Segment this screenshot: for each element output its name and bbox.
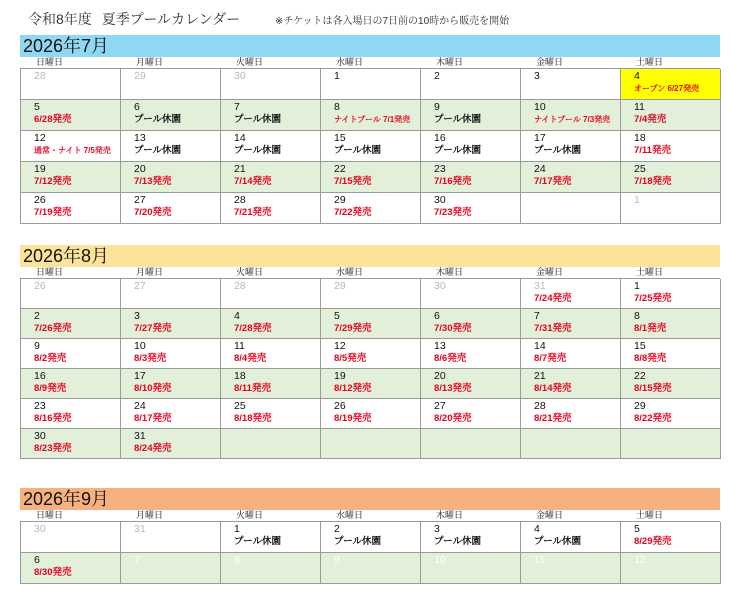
- closed-label: プール休園: [334, 536, 382, 547]
- day-number: 28: [534, 400, 546, 412]
- day-number: 24: [534, 163, 546, 175]
- day-cell: [121, 69, 221, 100]
- day-cell: [621, 131, 721, 162]
- sale-date-label: 7/11発売: [634, 145, 671, 156]
- sale-date-label: 8/30発売: [34, 567, 72, 578]
- day-cell: [621, 553, 721, 584]
- day-number: 27: [134, 280, 146, 292]
- day-number: 14: [534, 340, 546, 352]
- day-number: 10: [434, 554, 446, 566]
- closed-label: プール休園: [434, 536, 482, 547]
- day-cell: [21, 279, 121, 309]
- day-number: 20: [434, 370, 446, 382]
- day-number: 28: [234, 280, 246, 292]
- day-number: 26: [34, 280, 46, 292]
- day-number: 31: [134, 430, 146, 442]
- closed-label: プール休園: [534, 145, 582, 156]
- closed-label: プール休園: [234, 145, 282, 156]
- day-number: 8: [334, 101, 340, 113]
- sale-date-label: オープン 6/27発売: [634, 84, 700, 93]
- day-number: 17: [534, 132, 546, 144]
- day-number: 12: [334, 340, 346, 352]
- day-number: 29: [134, 70, 146, 82]
- weekday-label: 土曜日: [636, 267, 664, 277]
- calendar-grid: [20, 278, 720, 459]
- day-cell: [221, 131, 321, 162]
- page-header: [28, 9, 728, 31]
- day-number: 21: [534, 370, 546, 382]
- closed-label: プール休園: [434, 145, 482, 156]
- sale-date-label: 8/15発売: [634, 383, 672, 394]
- day-cell: [221, 522, 321, 553]
- day-cell: [421, 522, 521, 553]
- day-number: 2: [34, 310, 40, 322]
- month-title: 2026年7月: [20, 35, 720, 57]
- day-cell: [321, 399, 421, 429]
- month-august: [20, 245, 720, 459]
- day-cell: [321, 100, 421, 131]
- fiscal-year-label: 令和8年度: [28, 11, 92, 27]
- day-number: 6: [34, 554, 40, 566]
- day-cell: [21, 369, 121, 399]
- sale-date-label: 8/10発売: [134, 383, 172, 394]
- day-cell: [21, 193, 121, 224]
- day-number: 6: [134, 101, 140, 113]
- day-cell: [621, 309, 721, 339]
- day-number: 18: [634, 132, 646, 144]
- day-cell: [321, 69, 421, 100]
- day-number: 7: [234, 101, 240, 113]
- day-number: 12: [634, 554, 646, 566]
- day-number: 16: [34, 370, 46, 382]
- day-cell: [121, 131, 221, 162]
- day-cell: [621, 193, 721, 224]
- sale-date-label: 7/23発売: [434, 207, 472, 218]
- sale-date-label: 8/14発売: [534, 383, 572, 394]
- day-cell: [221, 339, 321, 369]
- day-number: 18: [234, 370, 246, 382]
- sale-date-label: ナイトプール 7/1発売: [334, 115, 411, 124]
- day-cell: [621, 69, 721, 100]
- day-cell: [221, 399, 321, 429]
- sale-date-label: 7/13発売: [134, 176, 172, 187]
- weekday-label: 月曜日: [136, 510, 164, 520]
- day-cell: [121, 522, 221, 553]
- day-cell: [621, 522, 721, 553]
- day-cell: [521, 522, 621, 553]
- sale-date-label: 7/15発売: [334, 176, 372, 187]
- weekday-label: 土曜日: [636, 510, 664, 520]
- day-cell: [321, 429, 421, 459]
- month-september: [20, 488, 720, 584]
- sale-date-label: 8/12発売: [334, 383, 372, 394]
- day-number: 25: [634, 163, 646, 175]
- day-cell: [121, 553, 221, 584]
- sale-date-label: 7/4発売: [634, 114, 667, 125]
- day-number: 13: [134, 132, 146, 144]
- weekday-label: 金曜日: [536, 267, 564, 277]
- day-number: 15: [334, 132, 346, 144]
- sale-date-label: 7/16発売: [434, 176, 472, 187]
- sale-date-label: 7/28発売: [234, 323, 272, 334]
- sale-date-label: 7/29発売: [334, 323, 372, 334]
- day-cell: [521, 309, 621, 339]
- day-number: 5: [34, 101, 40, 113]
- day-number: 4: [634, 70, 640, 82]
- day-cell: [221, 279, 321, 309]
- day-number: 1: [234, 523, 240, 535]
- calendar-grid: [20, 521, 720, 584]
- month-title: 2026年9月: [20, 488, 720, 510]
- day-cell: [421, 69, 521, 100]
- day-cell: [121, 279, 221, 309]
- day-cell: [421, 429, 521, 459]
- closed-label: プール休園: [234, 114, 282, 125]
- sale-date-label: 8/21発売: [534, 413, 572, 424]
- calendar-grid: [20, 68, 720, 224]
- day-number: 1: [334, 70, 340, 82]
- day-number: 7: [134, 554, 140, 566]
- day-cell: [121, 193, 221, 224]
- sale-date-label: 7/26発売: [34, 323, 72, 334]
- day-cell: [321, 162, 421, 193]
- day-cell: [321, 309, 421, 339]
- weekday-label: 木曜日: [436, 510, 464, 520]
- day-number: 20: [134, 163, 146, 175]
- day-number: 15: [634, 340, 646, 352]
- sale-date-label: 7/22発売: [334, 207, 372, 218]
- day-number: 23: [434, 163, 446, 175]
- day-cell: [521, 69, 621, 100]
- closed-label: プール休園: [234, 536, 282, 547]
- day-cell: [321, 279, 421, 309]
- day-cell: [421, 309, 521, 339]
- weekday-label: 土曜日: [636, 57, 664, 67]
- day-cell: [621, 369, 721, 399]
- day-cell: [321, 193, 421, 224]
- day-number: 14: [234, 132, 246, 144]
- day-cell: [221, 429, 321, 459]
- day-cell: [221, 69, 321, 100]
- day-number: 29: [334, 194, 346, 206]
- day-cell: [21, 553, 121, 584]
- day-number: 30: [34, 430, 46, 442]
- sale-date-label: 7/25発売: [634, 293, 672, 304]
- day-cell: [221, 193, 321, 224]
- day-number: 27: [134, 194, 146, 206]
- day-number: 6: [434, 310, 440, 322]
- day-number: 17: [134, 370, 146, 382]
- sale-date-label: 8/2発売: [34, 353, 67, 364]
- day-cell: [21, 522, 121, 553]
- sale-date-label: 8/18発売: [234, 413, 272, 424]
- day-number: 13: [434, 340, 446, 352]
- day-cell: [521, 399, 621, 429]
- day-cell: [121, 399, 221, 429]
- sale-date-label: 8/1発売: [634, 323, 667, 334]
- weekday-label: 日曜日: [36, 57, 64, 67]
- day-cell: [21, 69, 121, 100]
- day-number: 19: [34, 163, 46, 175]
- day-number: 24: [134, 400, 146, 412]
- day-number: 23: [34, 400, 46, 412]
- day-cell: [521, 369, 621, 399]
- day-number: 22: [334, 163, 346, 175]
- day-cell: [121, 369, 221, 399]
- day-cell: [421, 100, 521, 131]
- sale-date-label: ナイトプール 7/3発売: [534, 115, 611, 124]
- day-cell: [621, 279, 721, 309]
- sale-date-label: 8/4発売: [234, 353, 267, 364]
- weekday-label: 火曜日: [236, 57, 264, 67]
- day-cell: [321, 339, 421, 369]
- day-cell: [621, 399, 721, 429]
- day-number: 9: [334, 554, 340, 566]
- weekday-label: 水曜日: [336, 510, 364, 520]
- day-cell: [421, 553, 521, 584]
- day-cell: [621, 429, 721, 459]
- sale-date-label: 7/31発売: [534, 323, 572, 334]
- day-number: 3: [534, 70, 540, 82]
- day-cell: [321, 522, 421, 553]
- day-number: 30: [234, 70, 246, 82]
- day-number: 1: [634, 194, 640, 206]
- weekday-label: 水曜日: [336, 57, 364, 67]
- day-number: 8: [634, 310, 640, 322]
- month-july: [20, 35, 720, 224]
- day-cell: [21, 399, 121, 429]
- day-number: 30: [434, 194, 446, 206]
- day-cell: [221, 162, 321, 193]
- day-cell: [521, 553, 621, 584]
- day-number: 30: [434, 280, 446, 292]
- day-number: 31: [534, 280, 546, 292]
- day-number: 28: [34, 70, 46, 82]
- weekday-label: 金曜日: [536, 510, 564, 520]
- sale-date-label: 7/17発売: [534, 176, 572, 187]
- month-title: 2026年8月: [20, 245, 720, 267]
- sale-date-label: 8/9発売: [34, 383, 67, 394]
- day-cell: [121, 162, 221, 193]
- weekday-label: 火曜日: [236, 267, 264, 277]
- sale-date-label: 8/8発売: [634, 353, 667, 364]
- day-cell: [421, 193, 521, 224]
- day-cell: [521, 429, 621, 459]
- sale-date-label: 8/13発売: [434, 383, 472, 394]
- day-number: 16: [434, 132, 446, 144]
- closed-label: プール休園: [134, 114, 182, 125]
- sale-date-label: 7/24発売: [534, 293, 572, 304]
- day-cell: [521, 193, 621, 224]
- sale-date-label: 7/20発売: [134, 207, 172, 218]
- day-cell: [121, 339, 221, 369]
- sale-date-label: 7/14発売: [234, 176, 272, 187]
- day-cell: [621, 100, 721, 131]
- day-cell: [421, 279, 521, 309]
- day-cell: [221, 100, 321, 131]
- day-number: 4: [234, 310, 240, 322]
- closed-label: プール休園: [134, 145, 182, 156]
- day-cell: [21, 131, 121, 162]
- day-number: 11: [634, 101, 645, 113]
- sale-date-label: 8/23発売: [34, 443, 72, 454]
- weekday-header: [20, 57, 720, 68]
- day-cell: [621, 339, 721, 369]
- day-cell: [521, 100, 621, 131]
- day-number: 5: [634, 523, 640, 535]
- closed-label: プール休園: [334, 145, 382, 156]
- day-number: 2: [334, 523, 340, 535]
- weekday-label: 月曜日: [136, 267, 164, 277]
- day-cell: [421, 162, 521, 193]
- day-number: 9: [34, 340, 40, 352]
- day-cell: [21, 309, 121, 339]
- sale-date-label: 8/29発売: [634, 536, 672, 547]
- day-number: 9: [434, 101, 440, 113]
- weekday-label: 日曜日: [36, 510, 64, 520]
- day-number: 22: [634, 370, 646, 382]
- day-number: 1: [634, 280, 640, 292]
- day-cell: [421, 399, 521, 429]
- day-cell: [521, 131, 621, 162]
- day-cell: [421, 339, 521, 369]
- weekday-label: 水曜日: [336, 267, 364, 277]
- weekday-label: 月曜日: [136, 57, 164, 67]
- day-number: 30: [34, 523, 46, 535]
- day-cell: [121, 309, 221, 339]
- day-cell: [621, 162, 721, 193]
- day-number: 10: [534, 101, 546, 113]
- day-number: 21: [234, 163, 246, 175]
- day-cell: [221, 553, 321, 584]
- sale-date-label: 8/6発売: [434, 353, 467, 364]
- weekday-label: 木曜日: [436, 267, 464, 277]
- day-cell: [521, 339, 621, 369]
- day-number: 12: [34, 132, 46, 144]
- day-number: 26: [334, 400, 346, 412]
- day-number: 7: [534, 310, 540, 322]
- day-number: 11: [234, 340, 245, 352]
- day-number: 31: [134, 523, 146, 535]
- page-title: [28, 9, 240, 29]
- day-number: 29: [634, 400, 646, 412]
- day-number: 10: [134, 340, 146, 352]
- day-cell: [121, 429, 221, 459]
- day-cell: [221, 369, 321, 399]
- sale-date-label: 8/16発売: [34, 413, 72, 424]
- sale-date-label: 7/30発売: [434, 323, 472, 334]
- sale-date-label: 8/3発売: [134, 353, 167, 364]
- sale-date-label: 8/20発売: [434, 413, 472, 424]
- day-cell: [521, 162, 621, 193]
- weekday-header: [20, 267, 720, 278]
- day-number: 3: [134, 310, 140, 322]
- day-number: 5: [334, 310, 340, 322]
- day-number: 3: [434, 523, 440, 535]
- day-cell: [121, 100, 221, 131]
- day-number: 29: [334, 280, 346, 292]
- sale-date-label: 7/19発売: [34, 207, 72, 218]
- sale-date-label: 8/17発売: [134, 413, 172, 424]
- weekday-header: [20, 510, 720, 521]
- day-cell: [321, 131, 421, 162]
- ticket-sale-note: ※チケットは各入場日の7日前の10時から販売を開始: [275, 16, 510, 27]
- sale-date-label: 8/7発売: [534, 353, 567, 364]
- day-cell: [21, 100, 121, 131]
- sale-date-label: 7/27発売: [134, 323, 172, 334]
- sale-date-label: 8/24発売: [134, 443, 172, 454]
- day-cell: [221, 309, 321, 339]
- day-number: 25: [234, 400, 246, 412]
- day-number: 11: [534, 554, 545, 566]
- day-cell: [21, 339, 121, 369]
- sale-date-label: 7/18発売: [634, 176, 672, 187]
- day-cell: [21, 162, 121, 193]
- day-cell: [521, 279, 621, 309]
- sale-date-label: 8/5発売: [334, 353, 367, 364]
- calendar-title: 夏季プールカレンダー: [101, 11, 241, 27]
- weekday-label: 金曜日: [536, 57, 564, 67]
- sale-date-label: 8/22発売: [634, 413, 672, 424]
- day-number: 26: [34, 194, 46, 206]
- weekday-label: 火曜日: [236, 510, 264, 520]
- closed-label: プール休園: [434, 114, 482, 125]
- day-number: 27: [434, 400, 446, 412]
- sale-date-label: 通常・ナイト 7/5発売: [34, 146, 111, 155]
- weekday-label: 日曜日: [36, 267, 64, 277]
- sale-date-label: 7/12発売: [34, 176, 72, 187]
- closed-label: プール休園: [534, 536, 582, 547]
- day-number: 2: [434, 70, 440, 82]
- day-cell: [321, 369, 421, 399]
- day-cell: [421, 131, 521, 162]
- day-number: 19: [334, 370, 346, 382]
- day-cell: [321, 553, 421, 584]
- sale-date-label: 8/19発売: [334, 413, 372, 424]
- day-number: 4: [534, 523, 540, 535]
- sale-date-label: 6/28発売: [34, 114, 72, 125]
- sale-date-label: 8/11発売: [234, 383, 271, 394]
- day-cell: [421, 369, 521, 399]
- day-number: 28: [234, 194, 246, 206]
- day-number: 8: [234, 554, 240, 566]
- day-cell: [21, 429, 121, 459]
- weekday-label: 木曜日: [436, 57, 464, 67]
- sale-date-label: 7/21発売: [234, 207, 272, 218]
